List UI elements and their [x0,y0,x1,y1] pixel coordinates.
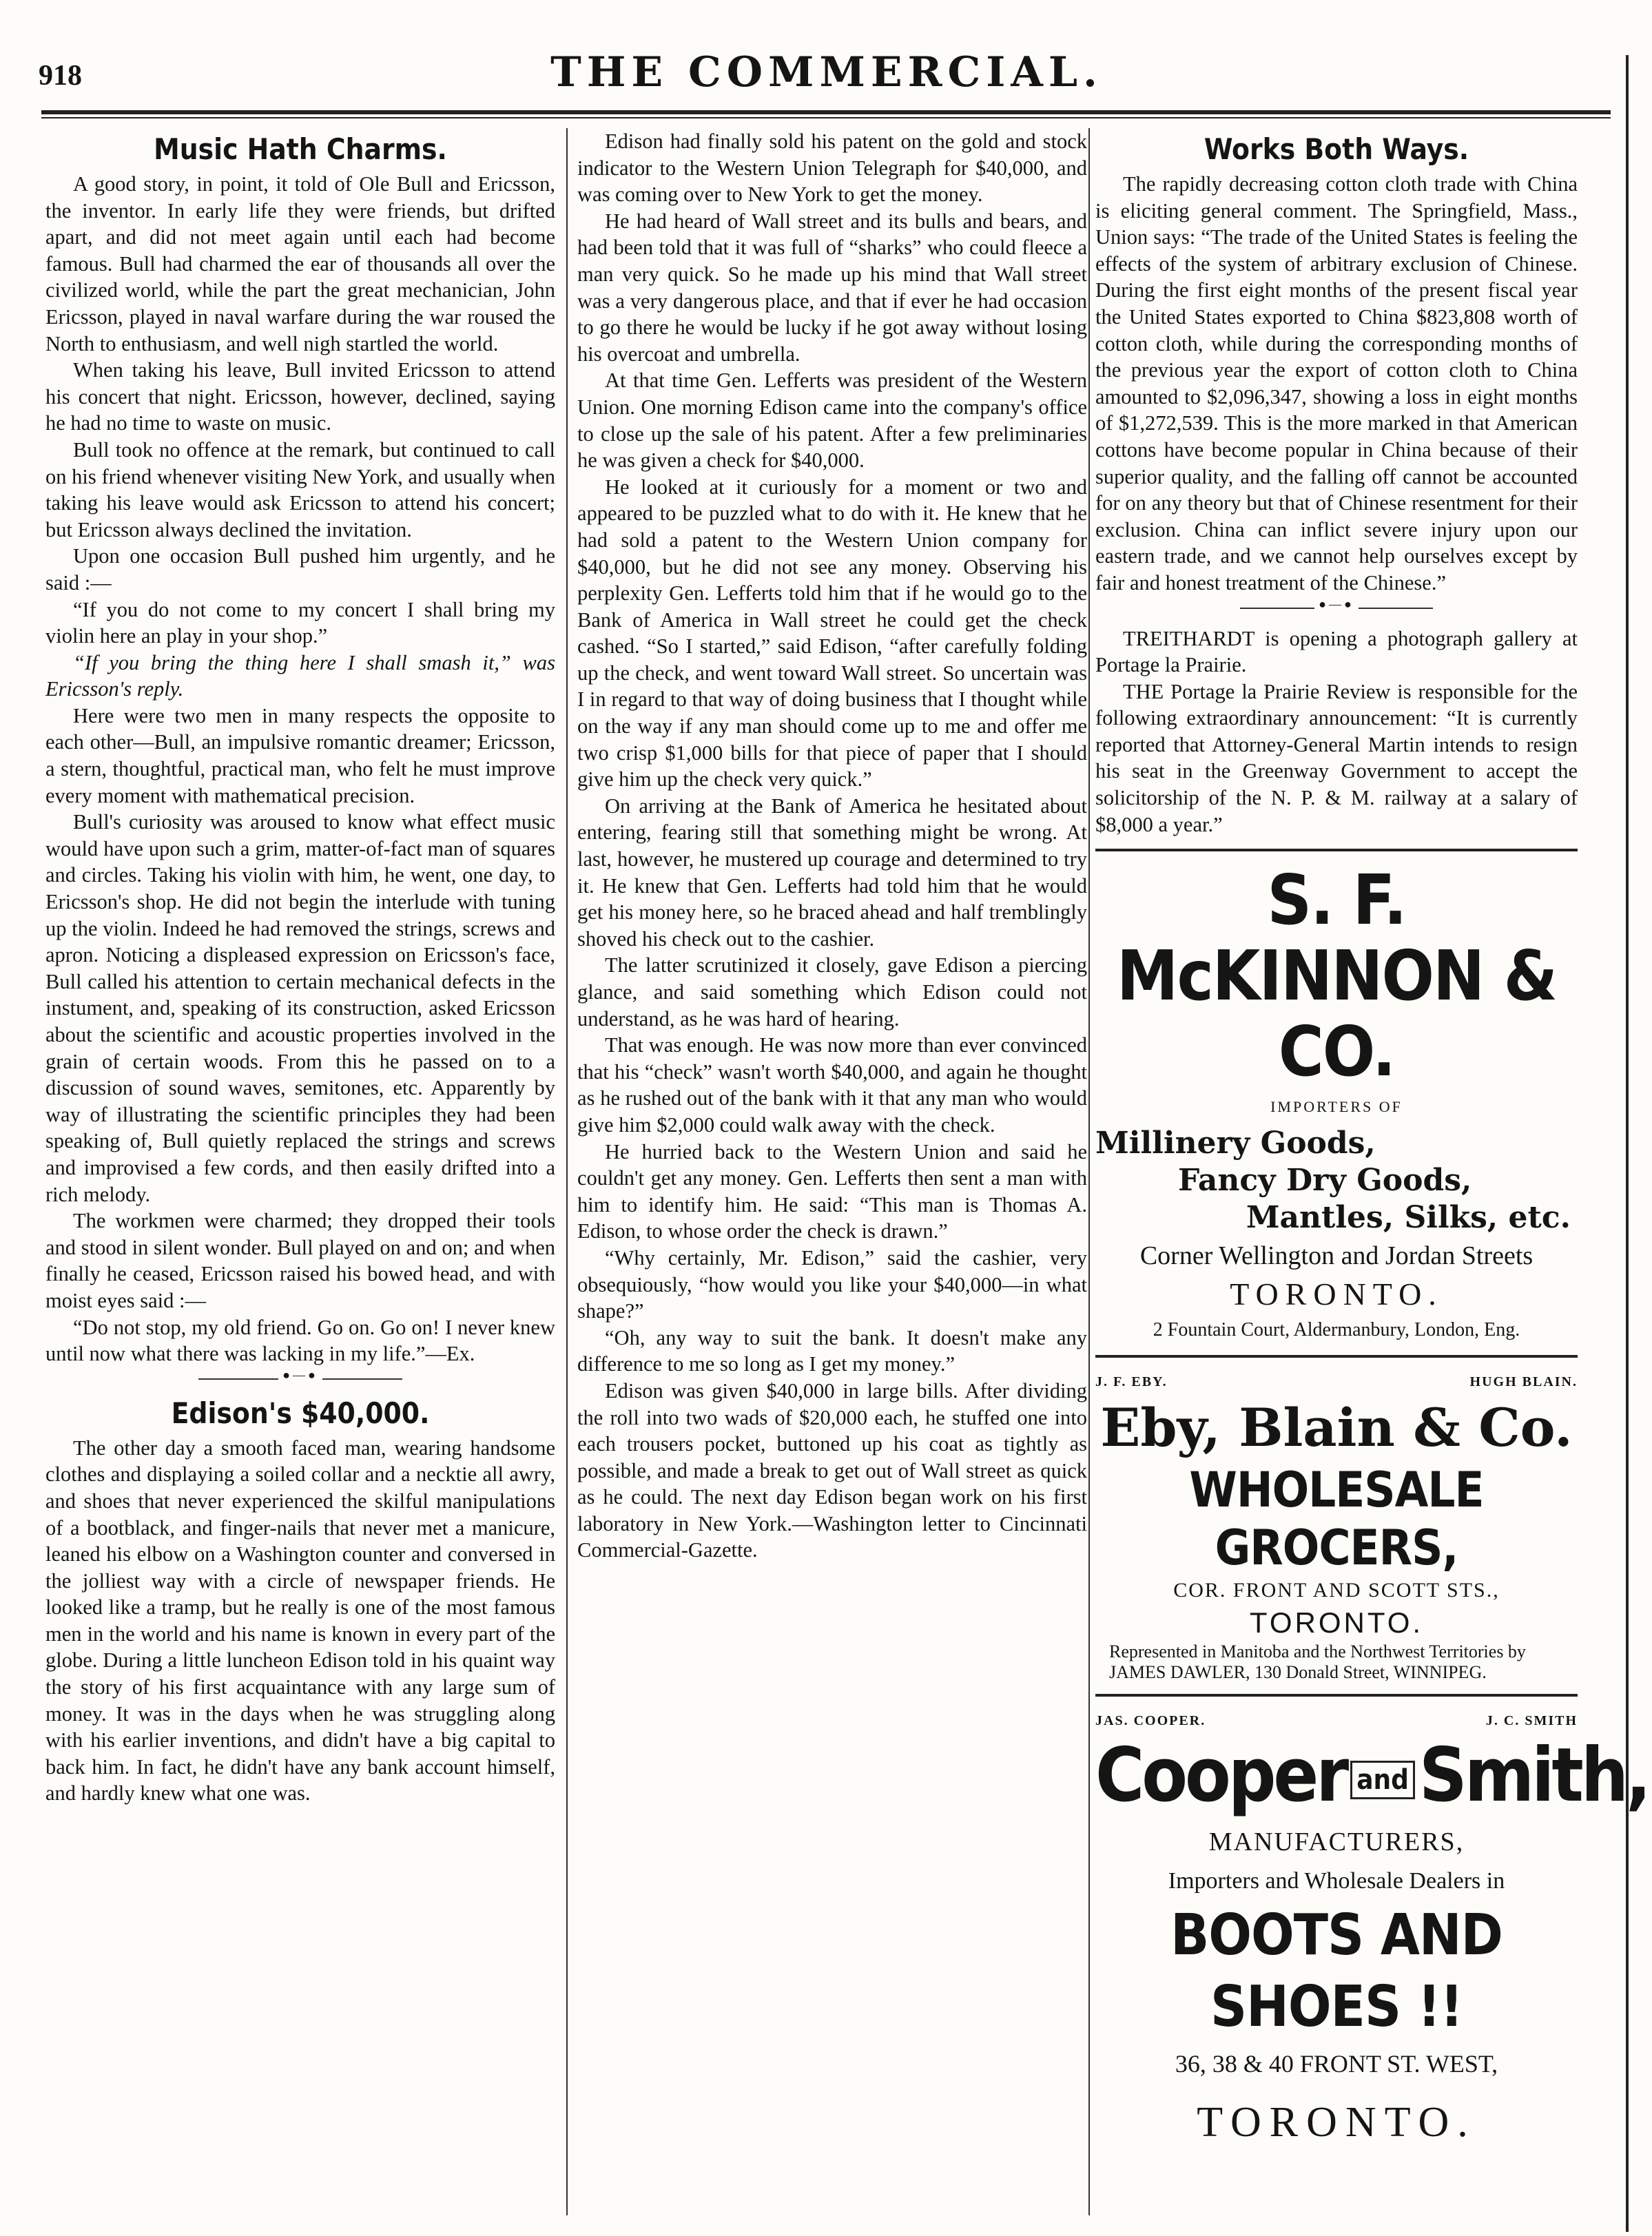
paragraph: Upon one occasion Bull pushed him urgently, and he said :— [45,544,555,594]
ad-partners [1095,1708,1578,1735]
ad-trade: WHOLESALE GROCERS, [1189,1462,1484,1577]
ad-product-line: Mantles, Silks, etc. [1246,1199,1571,1235]
ad-address: Corner Wellington and Jordan Streets [1139,1241,1534,1270]
ampersand-emblem: and [1350,1761,1415,1799]
column-2 [577,128,1087,2215]
advertiser-name-left: Cooper [1095,1732,1347,1819]
ad-address: 36, 38 & 40 FRONT ST. WEST, [1175,2050,1498,2078]
advertiser-name: Eby, Blain & Co. [1100,1397,1573,1459]
paragraph: “Why certainly, Mr. Edison,” said the cashier, very obsequiously, “how would you like your $40,000—in what shape?” [577,1245,1087,1323]
paragraph: That was enough. He was now more than ever convinced that his “check” wasn't worth $40,000, and again he thought as he rushed out of the bank with it that any man who would give him $2,000 could walk away with the check. [577,1033,1087,1137]
partner-name: JAS. COOPER. [1095,1713,1206,1729]
column-divider [1088,128,1090,2215]
paragraph: Bull's curiosity was aroused to know what effect music would have upon such a grim, matter-of-fact man of squares and circles. Taking his violin with him, he went, one day, to Ericsson's shop. He did not begin the interlude with tuning up the violin. Indeed he had removed the strings, screws and apron. Noticing a displeased expression on Ericsson's face, Bull called his attention to certain mechanical defects in the instument, and, speaking of its construction, asked Ericsson about the scientific and acoustic properties involved in the grain of certain woods. From this he passed on to a discussion of sound waves, semitones, etc. Apparently by way of illustrating the scientific principles they had been speaking of, Bull quietly replaced the strings and screws and improvised a few cords, and then easily drifted into a rich melody. [45,810,555,1206]
paragraph: On arriving at the Bank of America he hesitated about entering, fearing still that something might be wrong. At last, however, he mustered up courage and determined to try it. He knew that Gen. Lefferts had told him that he would get his money here, so he braced ahead and half tremblingly shoved his check out to the cashier. [577,794,1087,951]
paragraph: “Do not stop, my old friend. Go on. Go on! I never knew until now what there was lacking in my life.”—Ex. [45,1315,555,1366]
advertiser-name-right: Smith, [1418,1732,1649,1819]
partner-name: HUGH BLAIN. [1469,1374,1578,1389]
header-rule-thin [41,117,1611,118]
masthead: THE COMMERCIAL. [550,48,1103,96]
column-1 [45,128,555,2215]
partner-name: J. C. SMITH [1485,1713,1578,1729]
header-rule [41,110,1611,114]
news-note: TREITHARDT is opening a photograph gallery at Portage la Prairie. [1095,626,1578,677]
paragraph: The rapidly decreasing cotton cloth trade with China is eliciting general comment. The Springfield, Mass., Union says: “The trade of the United States is feeling the effects of the system of arbitrary exclusion of Chinese. During the first eight months of the present fiscal year the United States exported to China $823,808 worth of cotton cloth, while during the corresponding months of the previous year the export of cotton cloth to China amounted to $2,096,347, showing a loss in eight months of $1,272,539. This is the more marked in that American cottons have become popular in China because of their superior quality, and the falling off cannot be accounted for on any theory but that of Chinese resentment for their exclusion. China can inflict severe injury upon our eastern trade, and we cannot help ourselves except by fair and honest treatment of the Chinese.” [1095,172,1578,594]
ad-address: COR. FRONT AND SCOTT STS., [1173,1579,1500,1602]
column-3 [1095,128,1649,2215]
paragraph: “If you bring the thing here I shall smash it,” was Ericsson's reply. [45,650,555,701]
ad-city: TORONTO. [1197,2099,1476,2146]
advertiser-name [1095,1732,1649,1821]
paragraph: “If you do not come to my concert I shall bring my violin here an play in your shop.” [45,597,555,648]
ad-product: BOOTS AND SHOES !! [1170,1903,1503,2040]
section-separator: ●—● [1240,608,1433,616]
ad-representative: Represented in Manitoba and the Northwest Territories by JAMES DAWLER, 130 Donald Street, WINNIPEG. [1109,1642,1526,1683]
paragraph: He had heard of Wall street and its bulls and bears, and had been told that it was full of “sharks” who could fleece a man very quick. So he made up his mind that Wall street was a very dangerous place, and that if ever he had occasion to go there he would be lucky if he got away without losing his overcoat and umbrella. [577,209,1087,366]
advertisement-cooper-smith [1095,1694,1649,2153]
section-separator: ●—● [198,1378,402,1387]
column-divider [566,128,568,2215]
paragraph: When taking his leave, Bull invited Ericsson to attend his concert that night. Ericsson, however, declined, saying he had no time to waste on music. [45,358,555,435]
paragraph: The workmen were charmed; they dropped their tools and stood in silent wonder. Bull played on and on; and when finally he ceased, Ericsson raised his bowed head, and with moist eyes said :— [45,1209,555,1312]
paragraph: A good story, in point, it told of Ole Bull and Ericsson, the inventor. In early life they were friends, but drifted apart, and did not meet again until each had become famous. Bull had charmed the ear of thousands all over the civilized world, while the part the great mechanician, John Ericsson, played in naval warfare during the war roused the North to enthusiasm, and well nigh startled the world. [45,172,555,355]
ad-product-line: Fancy Dry Goods, [1178,1162,1472,1198]
paragraph: At that time Gen. Lefferts was president of the Western Union. One morning Edison came into the company's office to close up the sale of his patent. After a few preliminaries he was given a check for $40,000. [577,369,1087,473]
paragraph: The other day a smooth faced man, wearing handsome clothes and displaying a soiled collar and a necktie all awry, and shoes that never experienced the skilful manipulations of a bootblack, and finger-nails that never met a manicure, leaned his elbow on a Washington counter and conversed in the jolliest way with a circle of newspaper friends. He looked like a tramp, but he really is one of the most famous men in the world and his name is known in every part of the globe. During a little luncheon Edison told in his quaint way the story of his first acquaintance with any large sum of money. It was in the days when he was struggling along with his earlier inventions, and didn't have a big capital to back him. In fact, he didn't have any bank account himself, and hardly knew what one was. [45,1436,555,1805]
paragraph: Edison had finally sold his patent on the gold and stock indicator to the Western Union Telegraph for $40,000, and was coming over to New York to get the money. [577,130,1087,207]
ad-city: TORONTO. [1249,1606,1424,1639]
paragraph: He looked at it curiously for a moment or two and appeared to be puzzled what to do with it. He knew that he had sold a patent to the Western Union company for $40,000, but he did not see any money. Observing his perplexity Gen. Lefferts told him that if he would go to the Bank of America in Wall street he could get the check cashed. “So I started,” said Edison, “after carefully folding up the check, and went toward Wall street. So uncertain was I in regard to that way of doing business that I thought while on the way if any man should come up to me and offer me two crisp $1,000 bills for that piece of paper that I should give him up the check very quick.” [577,475,1087,791]
ad-city: TORONTO. [1230,1276,1443,1312]
article-title: Edison's $40,000. [171,1396,430,1430]
ad-subheading: IMPORTERS OF [1270,1098,1403,1116]
news-note: THE Portage la Prairie Review is responsible for the following extraordinary announcement: “It is currently reported that Attorney-General Martin intends to resign his seat in the Greenway Government to accept the solicitorship of the N. P. & M. railway at a salary of $8,000 a year.” [1095,679,1578,836]
partner-name: J. F. EBY. [1095,1374,1168,1389]
ad-address: 2 Fountain Court, Aldermanbury, London, Eng. [1153,1318,1520,1340]
article-title: Music Hath Charms. [154,132,447,166]
advertisement-eby-blain [1095,1355,1578,1684]
paragraph: He hurried back to the Western Union and said he couldn't get any money. Gen. Lefferts then sent a man with him to identify him. He said: “This man is Thomas A. Edison, to whose order the check is drawn.” [577,1139,1087,1243]
paragraph: “Oh, any way to suit the bank. It doesn't make any difference to me so long as I get my money.” [577,1325,1087,1376]
ad-trade: MANUFACTURERS, [1208,1828,1465,1857]
paragraph: Bull took no offence at the remark, but continued to call on his friend whenever visiting New York, and usually when taking his leave would ask Ericsson to attend his concert; but Ericsson always declined the invitation. [45,437,555,541]
advertisement-mckinnon [1095,849,1578,1344]
paragraph: The latter scrutinized it closely, gave Edison a piercing glance, and said something which Edison could not understand, as he was hard of hearing. [577,953,1087,1031]
ad-partners [1095,1369,1578,1396]
article-title: Works Both Ways. [1204,132,1469,166]
page-number: 918 [39,60,82,92]
ad-description: Importers and Wholesale Dealers in [1168,1868,1505,1894]
page-edge [1626,55,1629,2232]
ad-product-line: Millinery Goods, [1095,1125,1376,1161]
paragraph: Here were two men in many respects the opposite to each other—Bull, an impulsive romantic dreamer; Ericsson, a stern, thoughtful, practical man, who felt he must improve every moment with mathematical precision. [45,703,555,807]
paragraph: Edison was given $40,000 in large bills. After dividing the roll into two wads of $20,000 each, he stuffed one into each trousers pocket, buttoned up his coat as tightly as possible, and made a break to get out of Wall street as quick as he could. The next day Edison began work on his first laboratory in New York.—Washington letter to Cincinnati Commercial-Gazette. [577,1378,1087,1562]
advertiser-name: S. F. McKINNON & CO. [1116,860,1557,1093]
